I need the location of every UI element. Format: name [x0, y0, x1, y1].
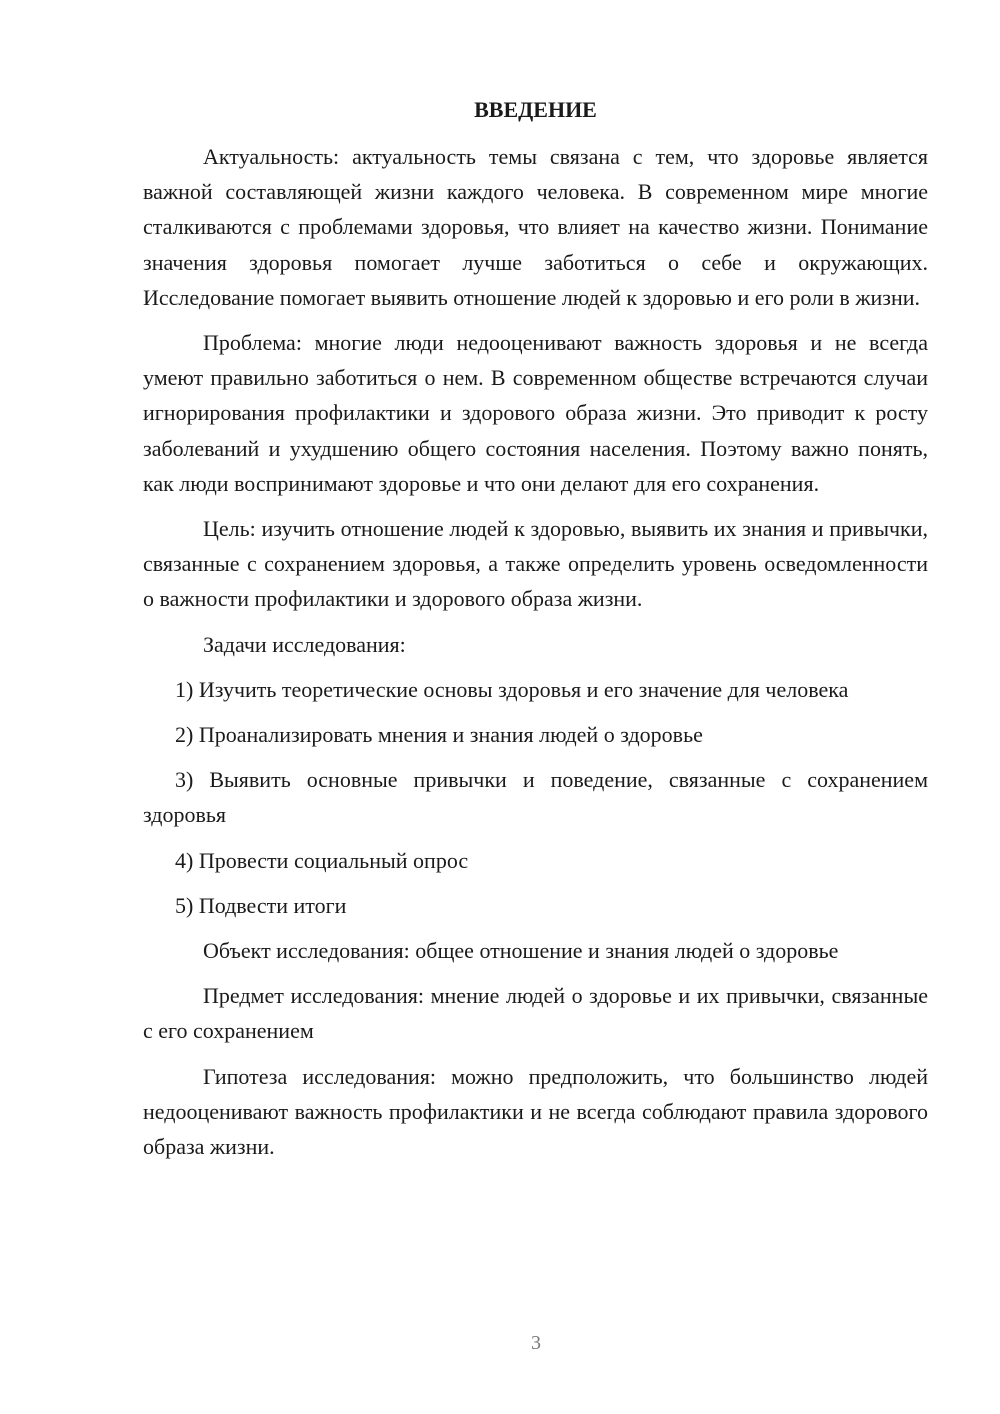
task-item-2: 2) Проанализировать мнения и знания людей о здоровье: [175, 722, 703, 748]
problem-paragraph: Проблема: многие люди недооценивают важность здоровья и не всегда умеют правильно заботиться о нем. В современном обществе встречаются случаи игнорирования профилактики и здорового образа жизни. Это приводит к росту заболеваний и ухудшению общего состояния населения. Поэтому важно понять, как люди воспринимают здоровье и что они делают для его сохранения.: [143, 330, 928, 496]
tasks-heading: Задачи исследования:: [203, 631, 406, 657]
relevance-paragraph: Актуальность: актуальность темы связана с тем, что здоровье является важной составляющей жизни каждого человека. В современном мире многие сталкиваются с проблемами здоровья, что влияет на качество жизни. Понимание значения здоровья помогает лучше заботиться о себе и окружающих. Исследование помогает выявить отношение людей к здоровью и его роли в жизни.: [143, 144, 928, 310]
document-page: [143, 95, 928, 1174]
subject-paragraph: Предмет исследования: мнение людей о здоровье и их привычки, связанные с его сохранением: [143, 983, 928, 1044]
hypothesis-paragraph: Гипотеза исследования: можно предположить, что большинство людей недооценивают важность профилактики и не всегда соблюдают правила здорового образа жизни.: [143, 1063, 928, 1160]
task-item-3: 3) Выявить основные привычки и поведение, связанные с сохранением здоровья: [143, 767, 928, 828]
task-item-1: 1) Изучить теоретические основы здоровья и его значение для человека: [175, 676, 849, 702]
task-item-4: 4) Провести социальный опрос: [175, 847, 469, 873]
section-title: ВВЕДЕНИЕ: [474, 97, 597, 122]
object-paragraph: Объект исследования: общее отношение и знания людей о здоровье: [203, 938, 839, 964]
page-number: 3: [531, 1332, 541, 1354]
task-item-5: 5) Подвести итоги: [175, 892, 347, 918]
goal-paragraph: Цель: изучить отношение людей к здоровью, выявить их знания и привычки, связанные с сохранением здоровья, а также определить уровень осведомленности о важности профилактики и здорового образа жизни.: [143, 516, 928, 612]
